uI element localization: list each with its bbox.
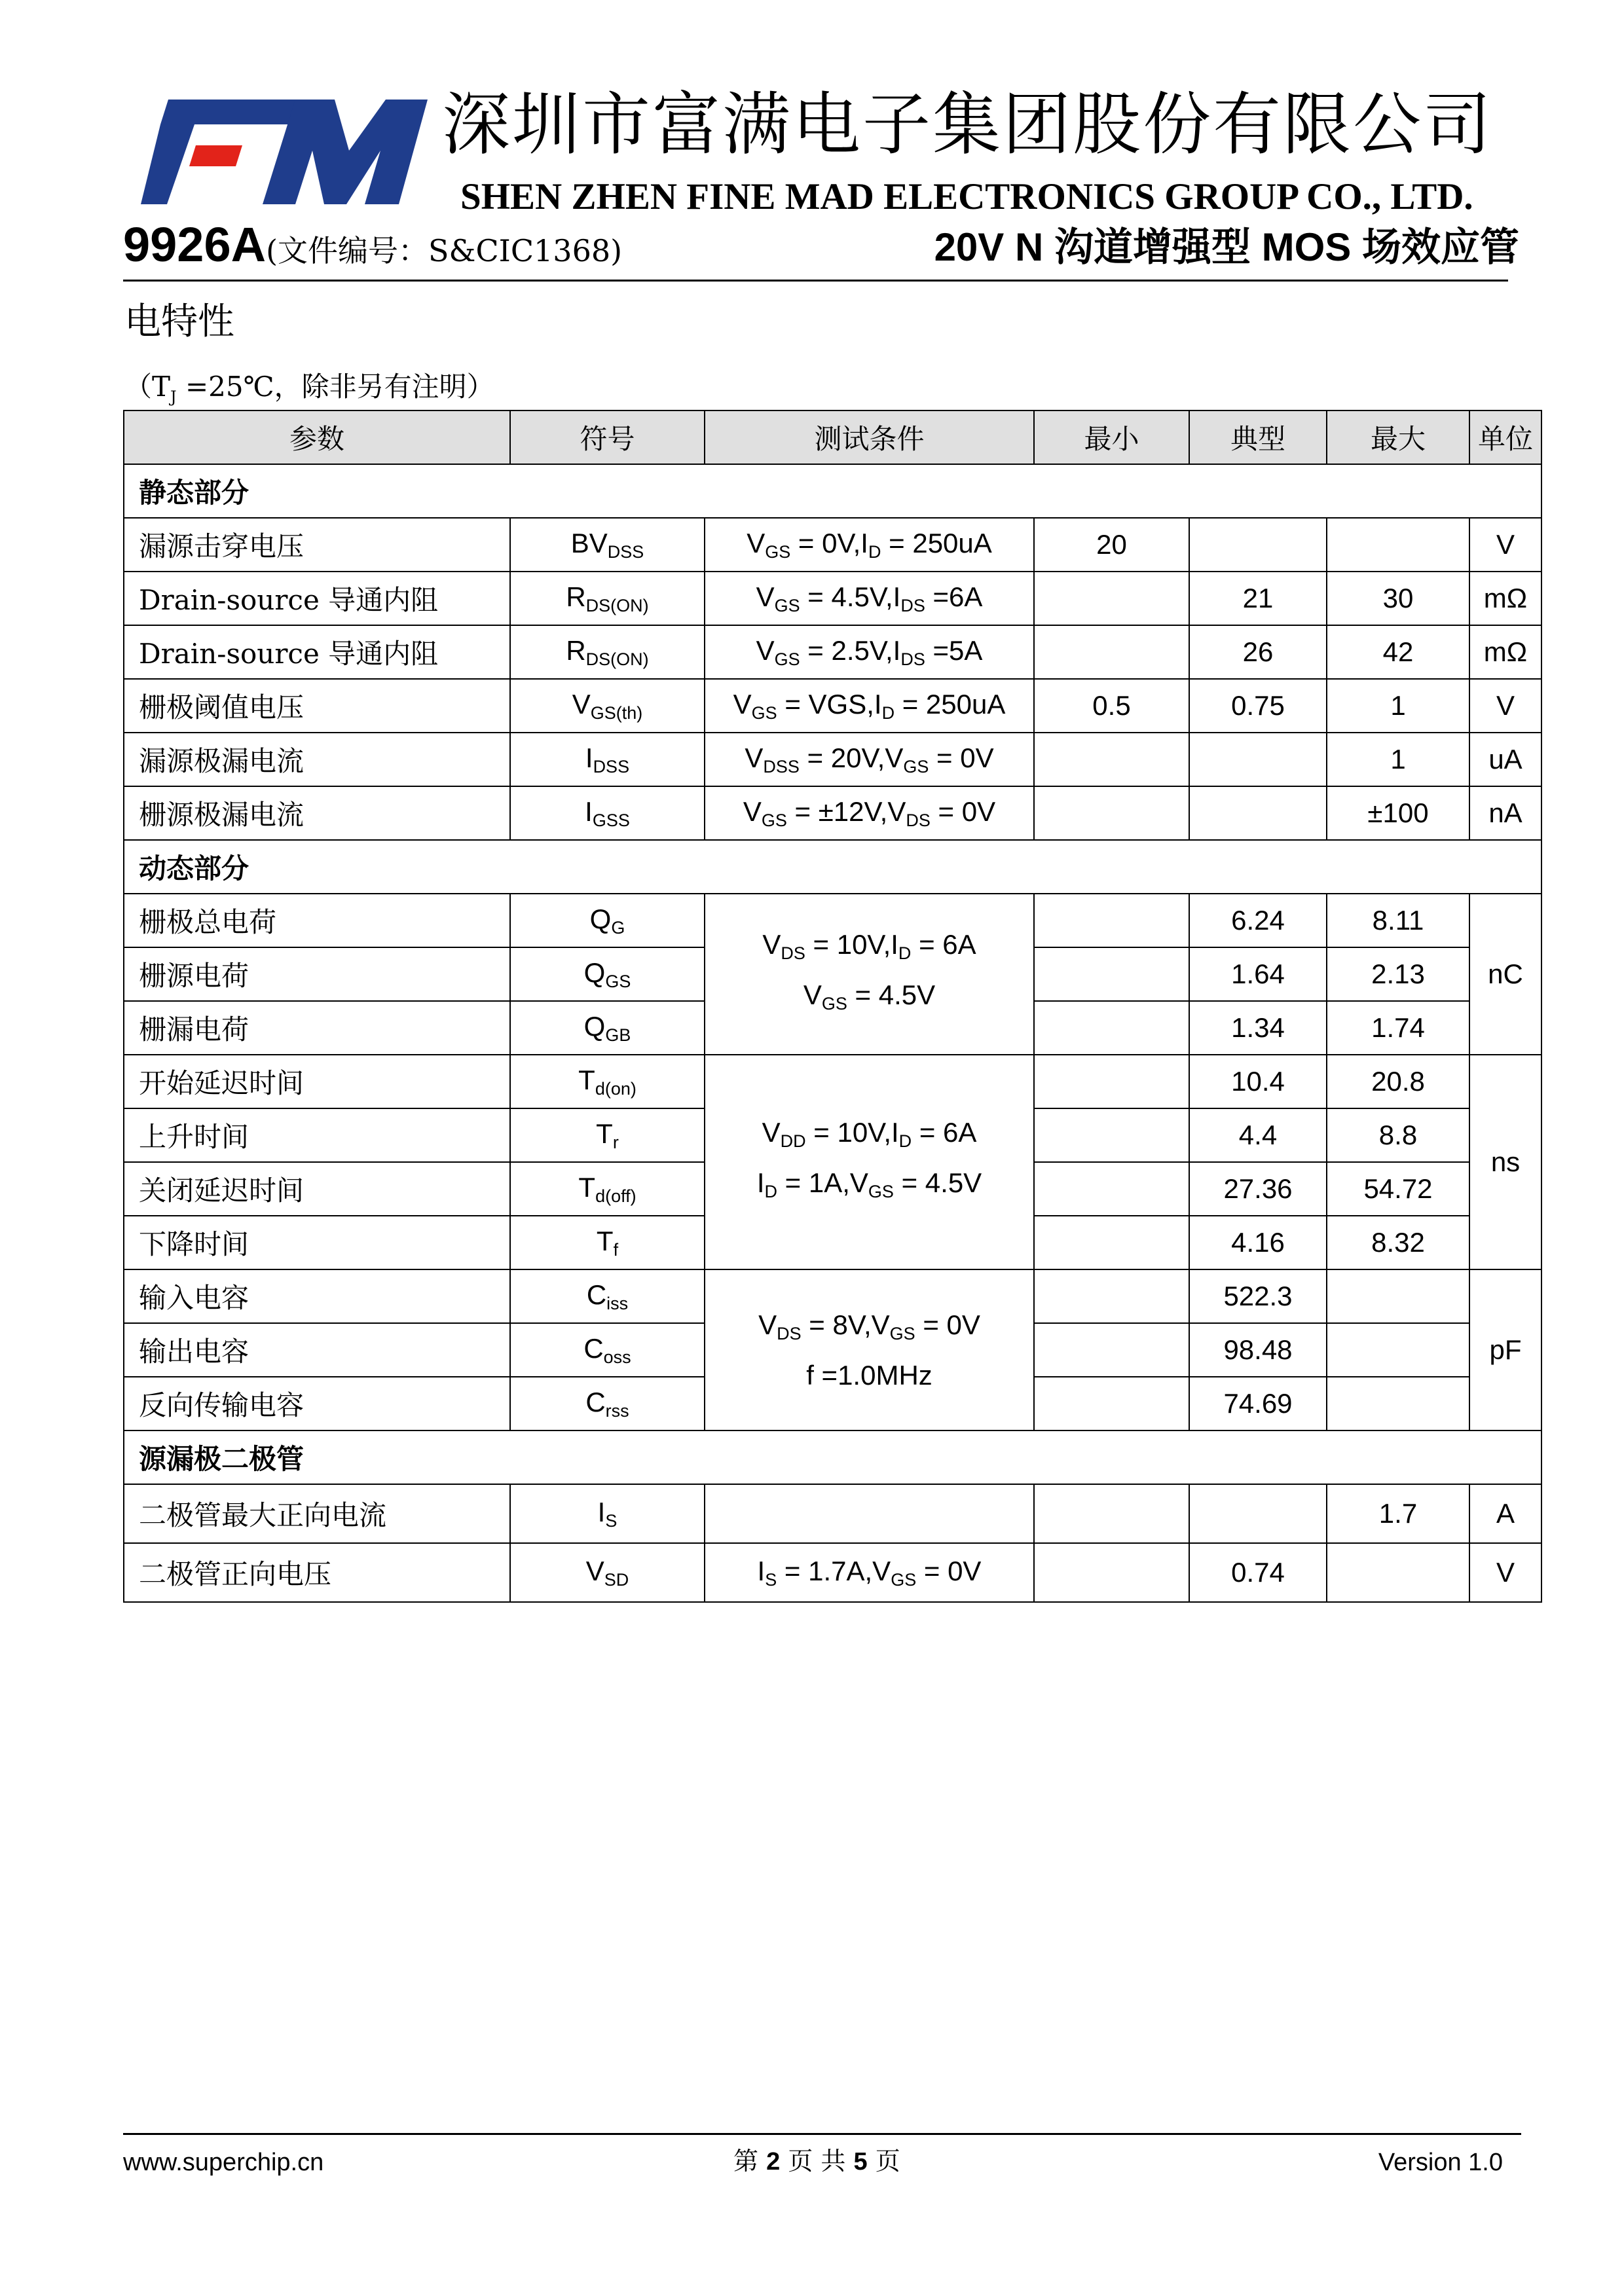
typ-cell: 4.4: [1189, 1108, 1327, 1162]
typ-cell: 0.75: [1189, 679, 1327, 733]
condition-cell: $V_{GS} = 4.5V,I_{DS} =6A$: [705, 572, 1034, 625]
table-row: [124, 1484, 1541, 1543]
max-cell: ±100: [1327, 786, 1469, 840]
conditions-open: （T: [124, 371, 171, 403]
page-prefix: 第: [733, 2147, 767, 2176]
table-header-row: [124, 410, 1541, 464]
symbol-cell: $C_{oss}$: [510, 1323, 705, 1377]
param-cell: 栅极总电荷: [124, 894, 510, 947]
typ-cell: 522.3: [1189, 1269, 1327, 1323]
max-cell: 1: [1327, 679, 1469, 733]
condition-cell: $V_{GS} = 2.5V,I_{DS} =5A$: [705, 625, 1034, 679]
symbol-cell: $C_{iss}$: [510, 1269, 705, 1323]
symbol-cell: $I_{DSS}$: [510, 733, 705, 786]
min-cell: [1034, 1377, 1189, 1430]
param-cell: 栅极阈值电压: [124, 679, 510, 733]
max-cell: 42: [1327, 625, 1469, 679]
min-cell: [1034, 1055, 1189, 1108]
symbol-cell: $Q_{GB}$: [510, 1001, 705, 1055]
param-cell: 二极管最大正向电流: [124, 1484, 510, 1543]
conditions-sub: J: [170, 388, 177, 407]
header-divider: [123, 280, 1508, 282]
unit-cell: nA: [1469, 786, 1541, 840]
table-row: [124, 679, 1541, 733]
param-cell: 栅源极漏电流: [124, 786, 510, 840]
max-cell: [1327, 1323, 1469, 1377]
table-row: [124, 1543, 1541, 1602]
table-row: [124, 894, 1541, 947]
company-name-cn: 深圳市富满电子集团股份有限公司: [442, 84, 1494, 164]
typ-cell: [1189, 786, 1327, 840]
header-symbol: 符号: [510, 410, 705, 464]
condition-cell: $I_S = 1.7A,V_{GS} = 0V$: [705, 1543, 1034, 1602]
typ-cell: 1.34: [1189, 1001, 1327, 1055]
max-cell: 1: [1327, 733, 1469, 786]
condition-cell: $V_{DS} = 8V,V_{GS} = 0V$ f =1.0MHz: [705, 1269, 1034, 1430]
typ-cell: 98.48: [1189, 1323, 1327, 1377]
section-diode: [124, 1430, 1541, 1484]
typ-cell: 74.69: [1189, 1377, 1327, 1430]
param-cell: 栅源电荷: [124, 947, 510, 1001]
param-cell: 输出电容: [124, 1323, 510, 1377]
table-row: [124, 572, 1541, 625]
conditions-rest: =25℃，除非另有注明）: [176, 371, 494, 403]
header-unit: 单位: [1469, 410, 1541, 464]
param-cell: 漏源极漏电流: [124, 733, 510, 786]
symbol-cell: $V_{SD}$: [510, 1543, 705, 1602]
section-static-label: 静态部分: [124, 464, 1541, 518]
max-cell: [1327, 518, 1469, 572]
section-title: 电特性: [124, 301, 234, 343]
unit-cell: A: [1469, 1484, 1541, 1543]
min-cell: [1034, 894, 1189, 947]
unit-cell: mΩ: [1469, 572, 1541, 625]
condition-cell: [705, 1484, 1034, 1543]
max-cell: 54.72: [1327, 1162, 1469, 1216]
condition-cell: $V_{DS} = 10V,I_D = 6A$ $V_{GS} = 4.5V$: [705, 894, 1034, 1055]
param-cell: 上升时间: [124, 1108, 510, 1162]
header-condition: 测试条件: [705, 410, 1034, 464]
param-cell: 二极管正向电压: [124, 1543, 510, 1602]
param-cell: 输入电容: [124, 1269, 510, 1323]
unit-cell: ns: [1469, 1055, 1541, 1269]
typ-cell: 21: [1189, 572, 1327, 625]
param-cell: Drain-source 导通内阻: [124, 625, 510, 679]
max-cell: [1327, 1269, 1469, 1323]
typ-cell: 10.4: [1189, 1055, 1327, 1108]
condition-cell: $V_{GS} = VGS,I_D = 250uA$: [705, 679, 1034, 733]
min-cell: [1034, 1001, 1189, 1055]
min-cell: [1034, 625, 1189, 679]
condition-cell: $V_{GS} = 0V,I_D = 250uA$: [705, 518, 1034, 572]
max-cell: 20.8: [1327, 1055, 1469, 1108]
page-total: 5: [853, 2148, 868, 2176]
page-suffix: 页: [867, 2147, 900, 2176]
header-param: 参数: [124, 410, 510, 464]
symbol-cell: $I_{GSS}$: [510, 786, 705, 840]
min-cell: [1034, 1323, 1189, 1377]
typ-cell: [1189, 518, 1327, 572]
unit-cell: mΩ: [1469, 625, 1541, 679]
part-number: 9926A: [123, 217, 267, 272]
symbol-cell: $T_f$: [510, 1216, 705, 1269]
param-cell: 关闭延迟时间: [124, 1162, 510, 1216]
section-diode-label: 源漏极二极管: [124, 1430, 1541, 1484]
logo-f-bar: [189, 145, 242, 166]
unit-cell: V: [1469, 679, 1541, 733]
header-min: 最小: [1034, 410, 1189, 464]
min-cell: 20: [1034, 518, 1189, 572]
typ-cell: 6.24: [1189, 894, 1327, 947]
max-cell: 30: [1327, 572, 1469, 625]
min-cell: [1034, 1269, 1189, 1323]
symbol-cell: $V_{GS(th)}$: [510, 679, 705, 733]
min-cell: [1034, 1216, 1189, 1269]
max-cell: [1327, 1543, 1469, 1602]
company-name-en: SHEN ZHEN FINE MAD ELECTRONICS GROUP CO., LTD.: [460, 176, 1473, 217]
min-cell: [1034, 1543, 1189, 1602]
table-row: [124, 1269, 1541, 1323]
table-row: [124, 786, 1541, 840]
min-cell: [1034, 572, 1189, 625]
symbol-cell: $R_{DS(ON)}$: [510, 625, 705, 679]
section-static: [124, 464, 1541, 518]
symbol-cell: $Q_G$: [510, 894, 705, 947]
symbol-cell: $C_{rss}$: [510, 1377, 705, 1430]
table-row: [124, 518, 1541, 572]
param-cell: 漏源击穿电压: [124, 518, 510, 572]
page-current: 2: [766, 2148, 781, 2176]
min-cell: [1034, 1108, 1189, 1162]
typ-cell: 26: [1189, 625, 1327, 679]
param-cell: 下降时间: [124, 1216, 510, 1269]
unit-cell: nC: [1469, 894, 1541, 1055]
min-cell: [1034, 786, 1189, 840]
max-cell: 8.11: [1327, 894, 1469, 947]
max-cell: 1.7: [1327, 1484, 1469, 1543]
symbol-cell: $Q_{GS}$: [510, 947, 705, 1001]
typ-cell: 27.36: [1189, 1162, 1327, 1216]
symbol-cell: $R_{DS(ON)}$: [510, 572, 705, 625]
symbol-cell: $T_{d(on)}$: [510, 1055, 705, 1108]
max-cell: 1.74: [1327, 1001, 1469, 1055]
min-cell: 0.5: [1034, 679, 1189, 733]
table-row: [124, 625, 1541, 679]
unit-cell: V: [1469, 1543, 1541, 1602]
electrical-characteristics-table: [123, 410, 1542, 1603]
doc-header-left: [123, 217, 623, 272]
section-dynamic-label: 动态部分: [124, 840, 1541, 894]
condition-cell: $V_{GS} = \pm 12V,V_{DS} = 0V$: [705, 786, 1034, 840]
table-row: [124, 1055, 1541, 1108]
min-cell: [1034, 947, 1189, 1001]
param-cell: 开始延迟时间: [124, 1055, 510, 1108]
test-conditions-note: [124, 373, 494, 405]
symbol-cell: $I_S$: [510, 1484, 705, 1543]
section-dynamic: [124, 840, 1541, 894]
max-cell: 8.8: [1327, 1108, 1469, 1162]
symbol-cell: $T_r$: [510, 1108, 705, 1162]
min-cell: [1034, 1484, 1189, 1543]
footer-divider: [123, 2133, 1521, 2135]
max-cell: 8.32: [1327, 1216, 1469, 1269]
unit-cell: uA: [1469, 733, 1541, 786]
company-logo: [141, 100, 435, 204]
min-cell: [1034, 1162, 1189, 1216]
param-cell: 栅漏电荷: [124, 1001, 510, 1055]
typ-cell: 1.64: [1189, 947, 1327, 1001]
typ-cell: [1189, 733, 1327, 786]
page-middle: 页 共: [780, 2147, 854, 2176]
logo-f-stem: [141, 124, 194, 204]
symbol-cell: $T_{d(off)}$: [510, 1162, 705, 1216]
version-label: Version 1.0: [1378, 2149, 1503, 2176]
typ-cell: 0.74: [1189, 1543, 1327, 1602]
table-row: [124, 733, 1541, 786]
unit-cell: V: [1469, 518, 1541, 572]
typ-cell: [1189, 1484, 1327, 1543]
document-number: (文件编号：S&CIC1368): [266, 233, 623, 268]
param-cell: Drain-source 导通内阻: [124, 572, 510, 625]
unit-cell: pF: [1469, 1269, 1541, 1430]
device-description: 20V N 沟道增强型 MOS 场效应管: [934, 225, 1519, 269]
max-cell: 2.13: [1327, 947, 1469, 1001]
max-cell: [1327, 1377, 1469, 1430]
header-max: 最大: [1327, 410, 1469, 464]
footer-url[interactable]: www.superchip.cn: [123, 2149, 324, 2176]
condition-cell: $V_{DSS} = 20V,V_{GS} = 0V$: [705, 733, 1034, 786]
min-cell: [1034, 733, 1189, 786]
symbol-cell: $BV_{DSS}$: [510, 518, 705, 572]
typ-cell: 4.16: [1189, 1216, 1327, 1269]
header-typ: 典型: [1189, 410, 1327, 464]
page-indicator: [733, 2149, 900, 2174]
param-cell: 反向传输电容: [124, 1377, 510, 1430]
condition-cell: $V_{DD} = 10V,I_D = 6A$ $I_D = 1A,V_{GS} = 4.5V$: [705, 1055, 1034, 1269]
